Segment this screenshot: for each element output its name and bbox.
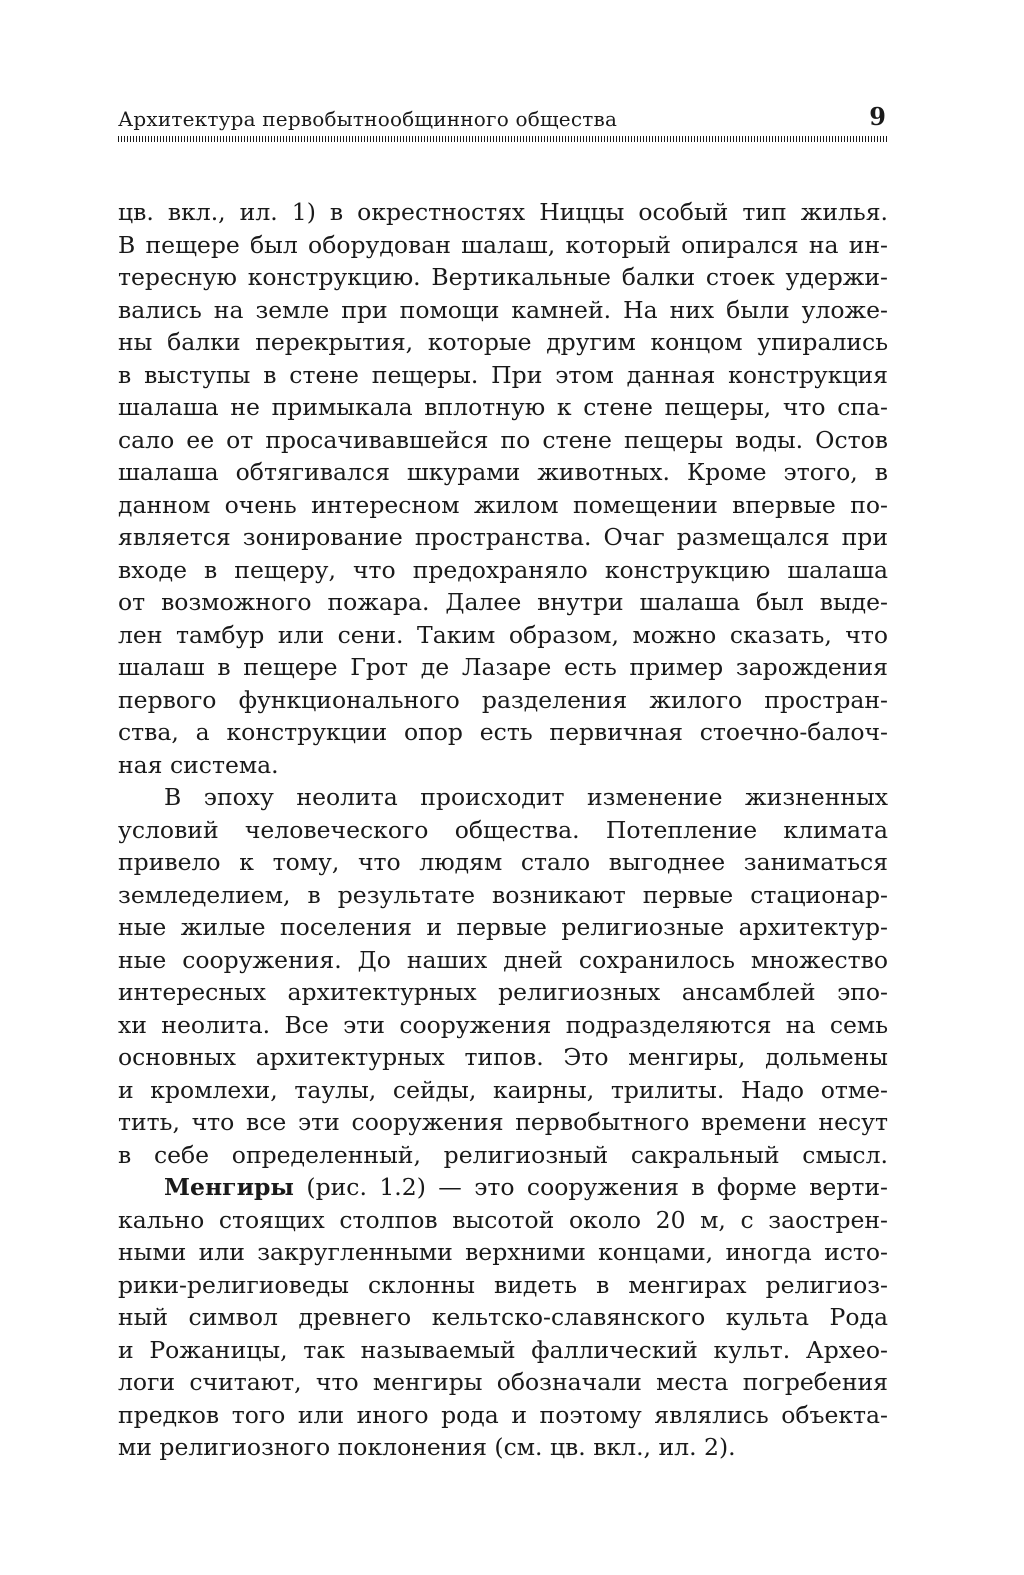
text-line: ства, а конструкции опор есть первичная стоечно-балоч-: [118, 718, 888, 746]
text-line: является зонирование пространства. Очаг размещался при: [118, 523, 888, 551]
text-run: (рис. 1.2) — это сооружения в форме верти-: [293, 1173, 888, 1201]
text-line: шалаша обтягивался шкурами животных. Кроме этого, в: [118, 458, 888, 486]
running-title: Архитектура первобытнообщинного общества: [118, 107, 618, 131]
text-line: шалаша не примыкала вплотную к стене пещеры, что спа-: [118, 393, 888, 421]
text-line: лен тамбур или сени. Таким образом, можно сказать, что: [118, 620, 888, 649]
term-bold: Менгиры: [164, 1173, 294, 1201]
paragraph: [118, 1171, 888, 1464]
text-line: данном очень интересном жилом помещении впервые по-: [118, 490, 888, 519]
text-line: и Рожаницы, так называемый фаллический культ. Архео-: [118, 1335, 888, 1364]
text-line: ный символ древнего кельтско-славянского культа Рода: [118, 1303, 888, 1331]
text-line: логи считают, что менгиры обозначали места погребения: [118, 1368, 888, 1396]
text-line: сало ее от просачивавшейся по стене пещеры воды. Остов: [118, 425, 888, 454]
text-line: в себе определенный, религиозный сакральный смысл.: [118, 1140, 888, 1169]
text-line: привело к тому, что людям стало выгоднее заниматься: [118, 848, 888, 876]
text-line: интересных архитектурных религиозных ансамблей эпо-: [118, 978, 888, 1006]
text-line: основных архитектурных типов. Это менгиры, дольмены: [118, 1043, 888, 1071]
text-line: цв. вкл., ил. 1) в окрестностях Ниццы особый тип жилья.: [118, 198, 888, 226]
text-line: ми религиозного поклонения (см. цв. вкл., ил. 2).: [118, 1433, 736, 1461]
text-line: ны балки перекрытия, которые другим концом упирались: [118, 328, 888, 356]
text-line: земледелием, в результате возникают первые стационар-: [118, 880, 888, 909]
text-line: ные сооружения. До наших дней сохранилось множество: [118, 945, 888, 974]
text-line: шалаш в пещере Грот де Лазаре есть пример зарождения: [118, 653, 888, 681]
text-line: первого функционального разделения жилого простран-: [118, 685, 888, 714]
text-line: ные жилые поселения и первые религиозные архитектур-: [118, 913, 888, 941]
text-line: В эпоху неолита происходит изменение жизненных: [164, 783, 888, 811]
text-line: тересную конструкцию. Вертикальные балки стоек удержи-: [118, 263, 888, 291]
paragraph: [118, 196, 888, 781]
text-line: входе в пещеру, что предохраняло конструкцию шалаша: [118, 555, 888, 584]
header-rule: [118, 136, 888, 142]
text-line: ными или закругленными верхними концами, иногда исто-: [118, 1238, 888, 1266]
text-line: ная система.: [118, 750, 279, 779]
text-line: [118, 1171, 888, 1204]
page-number: 9: [869, 102, 886, 131]
text-line: и кромлехи, таулы, сейды, каирны, трилиты. Надо отме-: [118, 1075, 888, 1104]
running-head: [118, 104, 888, 134]
paragraph: [118, 781, 888, 1171]
text-line: предков того или иного рода и поэтому являлись объекта-: [118, 1400, 888, 1429]
text-line: хи неолита. Все эти сооружения подразделяются на семь: [118, 1010, 888, 1039]
text-line: от возможного пожара. Далее внутри шалаша был выде-: [118, 588, 888, 616]
text-body: [118, 196, 888, 1464]
text-line: тить, что все эти сооружения первобытного времени несут: [118, 1108, 888, 1136]
text-line: В пещере был оборудован шалаш, который опирался на ин-: [118, 230, 888, 259]
text-line: в выступы в стене пещеры. При этом данная конструкция: [118, 360, 888, 389]
text-line: условий человеческого общества. Потепление климата: [118, 815, 888, 844]
text-line: рики-религиоведы склонны видеть в менгирах религиоз-: [118, 1270, 888, 1299]
text-line: кально стоящих столпов высотой около 20 м, с заострен-: [118, 1205, 888, 1234]
text-line: вались на земле при помощи камней. На них были уложе-: [118, 295, 888, 324]
